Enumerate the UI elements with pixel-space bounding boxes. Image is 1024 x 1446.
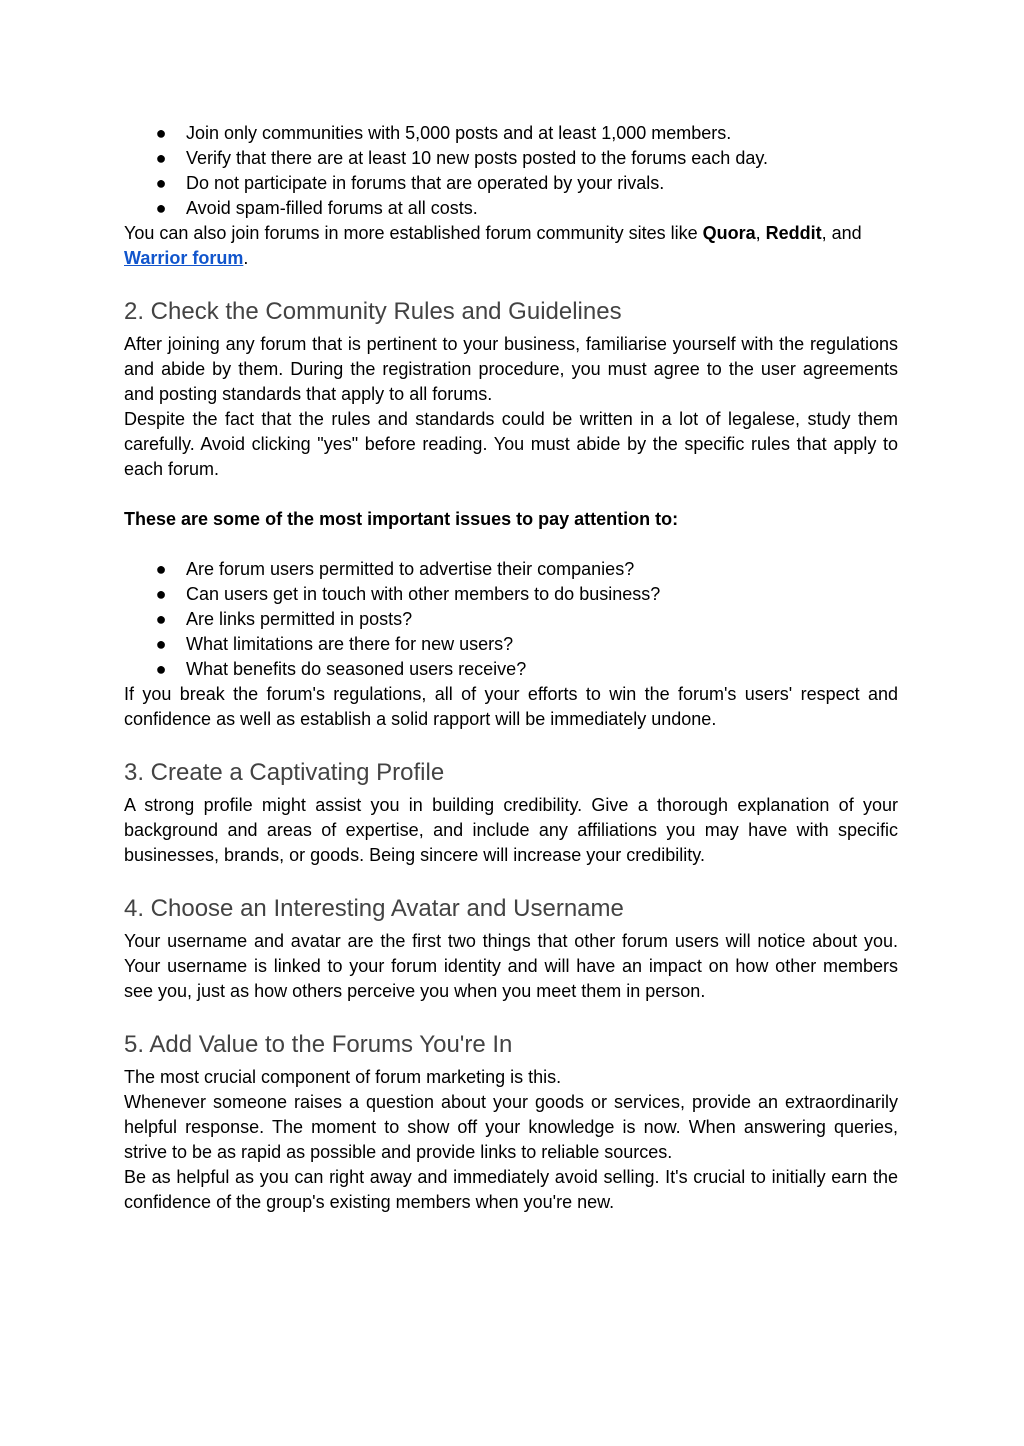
section-4-heading: 4. Choose an Interesting Avatar and Username xyxy=(124,895,624,922)
section-2-paragraph-2: Despite the fact that the rules and standards could be written in a lot of legalese, study them carefully. Avoid clicking "yes" before reading. You must abide by the specific rules that apply to each forum. xyxy=(124,409,898,479)
section-3-heading: 3. Create a Captivating Profile xyxy=(124,759,445,786)
list-item-text: Are forum users permitted to advertise their companies? xyxy=(186,559,635,579)
bullet-icon: ● xyxy=(155,584,167,604)
section-5-paragraph-2: Whenever someone raises a question about your goods or services, provide an extraordinarily helpful response. The moment to show off your knowledge is now. When answering queries, strive to be as rapid as possible and provide links to reliable sources. xyxy=(124,1092,898,1162)
bullet-icon: ● xyxy=(155,559,167,579)
list-item xyxy=(124,121,898,146)
period-text: . xyxy=(243,248,249,268)
section-3-paragraph-1: A strong profile might assist you in building credibility. Give a thorough explanation of your background and areas of expertise, and include any affiliations you may have with specific businesses, brands, or goods. Being sincere will increase your credibility. xyxy=(124,795,898,865)
bullet-icon: ● xyxy=(155,173,167,193)
comma-text: , xyxy=(755,223,766,243)
list-item xyxy=(124,657,898,682)
list-item-text: Verify that there are at least 10 new posts posted to the forums each day. xyxy=(186,148,769,168)
and-text: , and xyxy=(821,223,862,243)
bullet-icon: ● xyxy=(155,659,167,679)
list-item xyxy=(124,171,898,196)
intro-bullet-list xyxy=(124,121,898,221)
list-item-text: Can users get in touch with other members to do business? xyxy=(186,584,661,604)
list-item-text: What limitations are there for new users? xyxy=(186,634,514,654)
list-item-text: What benefits do seasoned users receive? xyxy=(186,659,527,679)
section-2-bullet-list xyxy=(124,557,898,682)
section-5-heading: 5. Add Value to the Forums You're In xyxy=(124,1031,513,1058)
bullet-icon: ● xyxy=(155,634,167,654)
bullet-icon: ● xyxy=(155,148,167,168)
quora-text: Quora xyxy=(702,223,756,243)
list-item-text: Are links permitted in posts? xyxy=(186,609,413,629)
intro-paragraph xyxy=(124,221,898,271)
section-4-paragraph-1: Your username and avatar are the first two things that other forum users will notice about you. Your username is linked to your forum identity and will have an impact on how other members see you, just as how others perceive you when you meet them in person. xyxy=(124,931,898,1001)
list-item xyxy=(124,607,898,632)
reddit-text: Reddit xyxy=(765,223,822,243)
list-item xyxy=(124,557,898,582)
list-item-text: Do not participate in forums that are operated by your rivals. xyxy=(186,173,665,193)
section-2-paragraph-1: After joining any forum that is pertinent to your business, familiarise yourself with the regulations and abide by them. During the registration procedure, you must agree to the user agreements and posting standards that apply to all forums. xyxy=(124,334,898,404)
intro-lead-text: You can also join forums in more established forum community sites like xyxy=(124,223,703,243)
bullet-icon: ● xyxy=(155,198,167,218)
bullet-icon: ● xyxy=(155,123,167,143)
list-item xyxy=(124,146,898,171)
section-5-paragraph-1: The most crucial component of forum marketing is this. xyxy=(124,1067,562,1087)
document-page xyxy=(124,121,898,1215)
list-item xyxy=(124,582,898,607)
section-2-bold-intro: These are some of the most important issues to pay attention to: xyxy=(124,509,679,529)
warrior-forum-link[interactable]: Warrior forum xyxy=(124,248,244,268)
section-5-paragraph-3: Be as helpful as you can right away and immediately avoid selling. It's crucial to initially earn the confidence of the group's existing members when you're new. xyxy=(124,1167,898,1212)
section-2-paragraph-3: If you break the forum's regulations, all of your efforts to win the forum's users' respect and confidence as well as establish a solid rapport will be immediately undone. xyxy=(124,684,898,729)
list-item-text: Avoid spam-filled forums at all costs. xyxy=(186,198,478,218)
list-item xyxy=(124,632,898,657)
list-item-text: Join only communities with 5,000 posts and at least 1,000 members. xyxy=(186,123,732,143)
section-2-heading: 2. Check the Community Rules and Guidelines xyxy=(124,298,622,325)
list-item xyxy=(124,196,898,221)
bullet-icon: ● xyxy=(155,609,167,629)
